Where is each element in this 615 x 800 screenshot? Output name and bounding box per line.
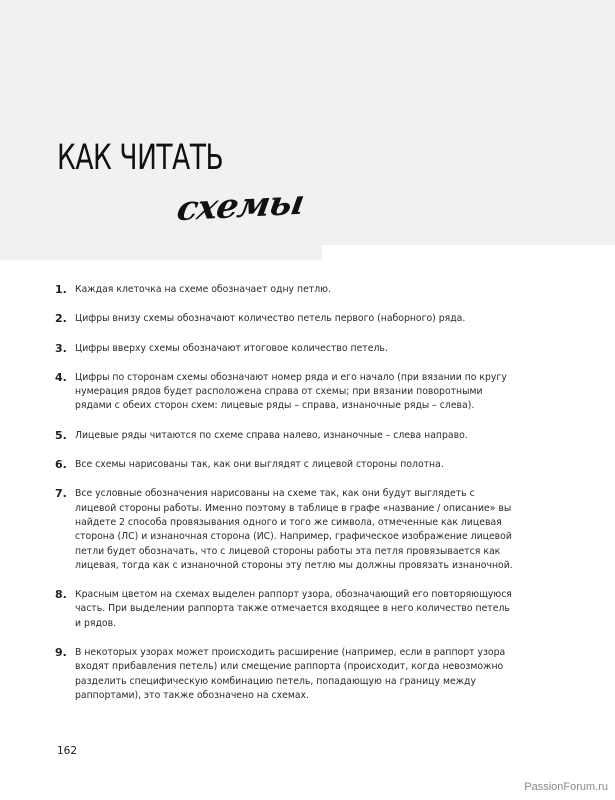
list-item — [55, 371, 517, 414]
list-item — [55, 588, 517, 631]
item-text: Цифры внизу схемы обозначают количество петель первого (наборного) ряда. — [75, 313, 466, 325]
item-text: Все условные обозначения нарисованы на схеме так, как они будут выглядеть с лицевой стороны работы. Именно поэтому в таблице в графе «название / описание» вы найдете 2 способа провязывания одного и того же символа, отмеченные как лицевая сторона (ЛС) и изнаночная сторона (ИС). Например, графическое изображение лицевой петли будет обозначать, что с лицевой стороны работы эта петля провязывается как лицевая, тогда как с изнаночной стороны эту петлю мы должны провязать изнаночной. — [75, 488, 513, 571]
item-number: 9. — [55, 646, 67, 660]
item-text: Красным цветом на схемах выделен раппорт узора, обозначающий его повторяющуюся часть. При выделении раппорта также отмечается входящее в него количество петель и рядов. — [75, 589, 512, 629]
item-text: Лицевые ряды читаются по схеме справа налево, изнаночные – слева направо. — [75, 429, 468, 441]
watermark: PassionForum.ru — [524, 781, 608, 793]
list-item — [55, 283, 517, 297]
item-number: 3. — [55, 341, 67, 355]
list-item — [55, 312, 517, 326]
item-text: В некоторых узорах может происходить расширение (например, если в раппорт узора входят прибавления петель) или смещение раппорта (происходит, когда невозможно разделить специфическую комбинацию петель, попадающую на границу между раппортами), это также обозначено на схемах. — [75, 647, 506, 701]
item-text: Цифры по сторонам схемы обозначают номер ряда и его начало (при вязании по кругу нумерация рядов будет расположена справа от схемы; при вязании поворотными рядами с обеих сторон схем: лицевые ряды – справа, изнаночные ряды – слева). — [75, 371, 507, 412]
item-number: 7. — [55, 487, 67, 501]
item-number: 6. — [55, 458, 67, 472]
page-subtitle-script: схемы — [174, 182, 307, 230]
page-number: 162 — [57, 745, 78, 757]
item-number: 5. — [55, 428, 67, 442]
item-number: 4. — [55, 370, 67, 384]
item-text: Каждая клеточка на схеме обозначает одну петлю. — [75, 284, 331, 295]
item-number: 2. — [55, 312, 67, 326]
list-item — [55, 646, 517, 703]
item-number: 8. — [55, 588, 67, 602]
page-title: КАК ЧИТАТЬ — [57, 138, 224, 178]
list-item — [55, 429, 517, 443]
list-item — [55, 458, 517, 472]
rules-list — [55, 283, 517, 703]
item-text: Все схемы нарисованы так, как они выглядят с лицевой стороны полотна. — [75, 459, 444, 471]
header-background-right — [322, 0, 615, 245]
item-text: Цифры вверху схемы обозначают итоговое количество петель. — [75, 342, 388, 354]
list-item — [55, 342, 517, 356]
item-number: 1. — [55, 283, 67, 296]
list-item — [55, 487, 517, 573]
